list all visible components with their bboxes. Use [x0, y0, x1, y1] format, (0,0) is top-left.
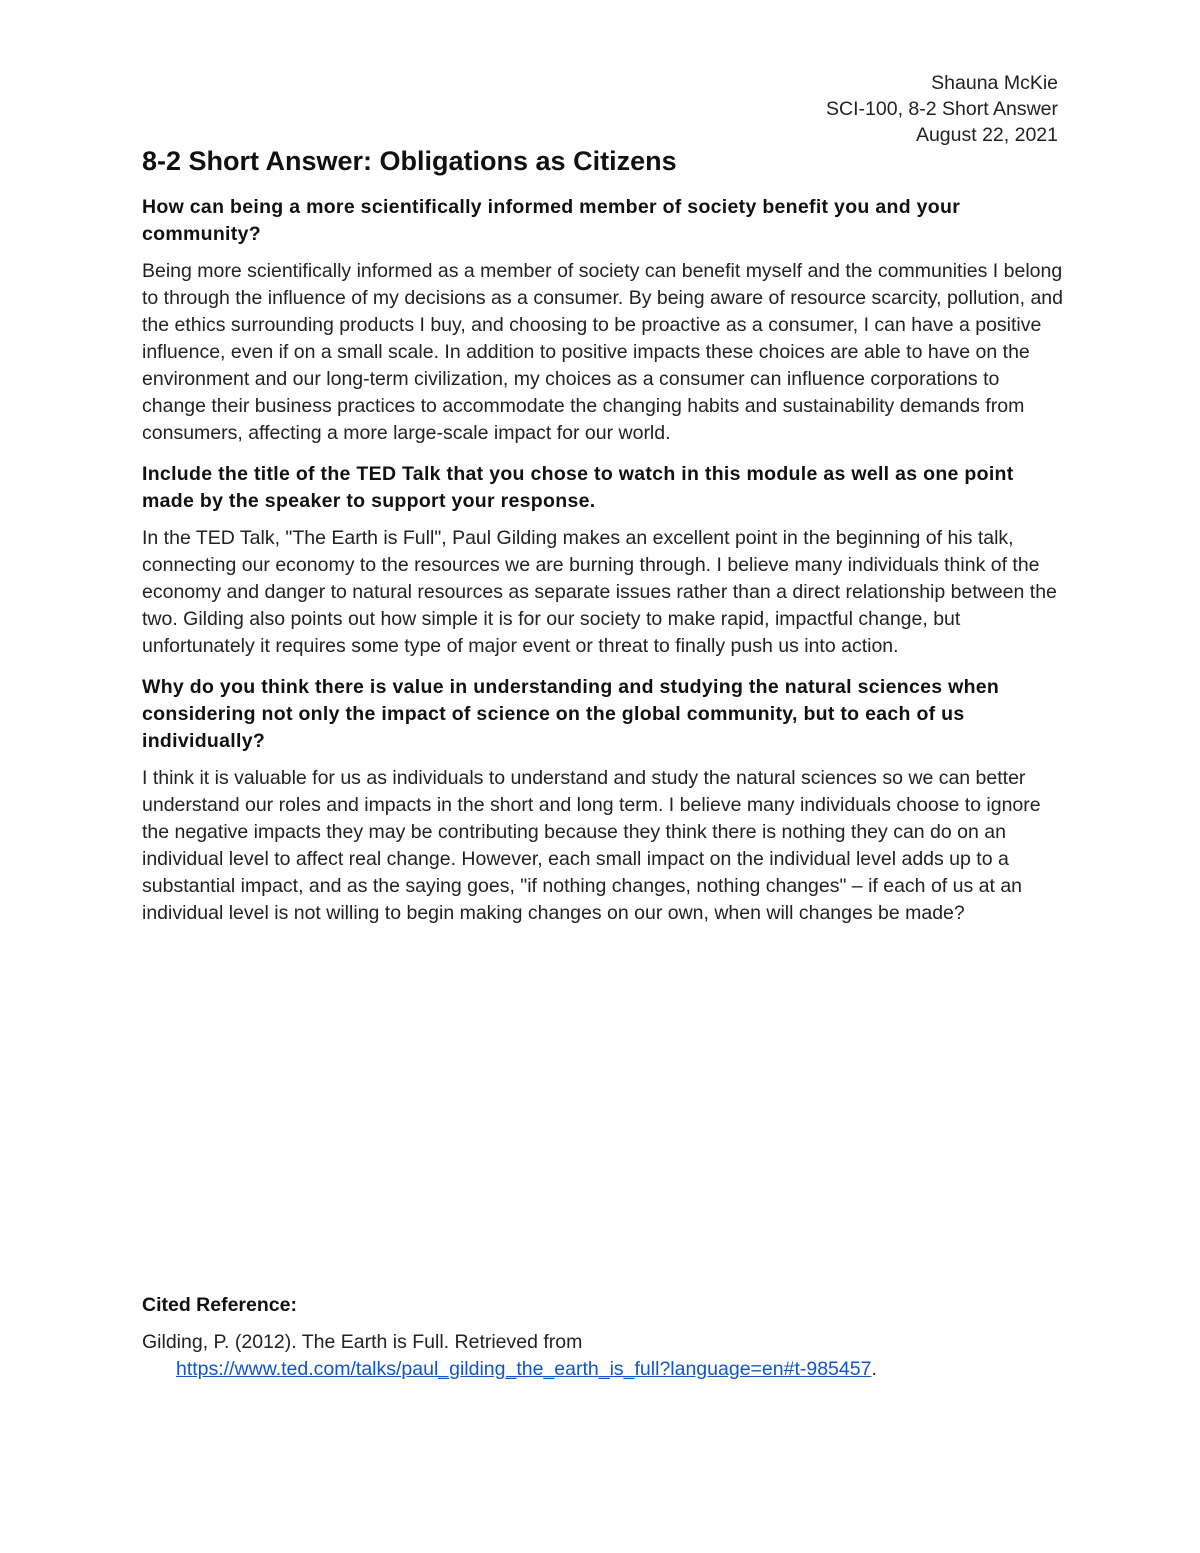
reference-entry [142, 1329, 1064, 1383]
document-header [826, 70, 1058, 148]
question-3: Why do you think there is value in understanding and studying the natural sciences when considering not only the impact of science on the global community, but to each of us individually? [142, 676, 1000, 752]
course-info: SCI-100, 8-2 Short Answer [826, 98, 1058, 120]
author-name: Shauna McKie [931, 72, 1058, 94]
answer-1: Being more scientifically informed as a member of society can benefit myself and the communities I belong to through the influence of my decisions as a consumer. By being aware of resource scarcity, pollution, and the ethics surrounding products I buy, and choosing to be proactive as a consumer, I can have a positive influence, even if on a small scale. In addition to positive impacts these choices are able to have on the environment and our long-term civilization, my choices as a consumer can influence corporations to change their business practices to accommodate the changing habits and sustainability demands from consumers, affecting a more large-scale impact for our world. [142, 260, 1063, 444]
reference-link[interactable]: https://www.ted.com/talks/paul_gilding_the_earth_is_full?language=en#t-985457 [176, 1358, 872, 1380]
references-heading: Cited Reference: [142, 1294, 297, 1316]
answer-3: I think it is valuable for us as individuals to understand and study the natural sciences so we can better understand our roles and impacts in the short and long term. I believe many individuals choose to ignore the negative impacts they may be contributing because they think there is nothing they can do on an individual level to affect real change. However, each small impact on the individual level adds up to a substantial impact, and as the saying goes, "if nothing changes, nothing changes" – if each of us at an individual level is not willing to begin making changes on our own, when will changes be made? [142, 767, 1041, 924]
document-body [142, 194, 1064, 941]
question-1: How can being a more scientifically informed member of society benefit you and your community? [142, 196, 961, 245]
references-section [142, 1292, 1064, 1383]
document-title: 8-2 Short Answer: Obligations as Citizens [142, 146, 677, 176]
answer-2: In the TED Talk, "The Earth is Full", Paul Gilding makes an excellent point in the beginning of his talk, connecting our economy to the resources we are burning through. I believe many individuals think of the economy and danger to natural resources as separate issues rather than a direct relationship between the two. Gilding also points out how simple it is for our society to make rapid, impactful change, but unfortunately it requires some type of major event or threat to finally push us into action. [142, 527, 1057, 657]
reference-text: Gilding, P. (2012). The Earth is Full. Retrieved from [142, 1331, 583, 1353]
document-date: August 22, 2021 [915, 124, 1058, 146]
reference-trailing-period: . [871, 1358, 877, 1380]
question-2: Include the title of the TED Talk that you chose to watch in this module as well as one point made by the speaker to support your response. [142, 463, 1014, 512]
